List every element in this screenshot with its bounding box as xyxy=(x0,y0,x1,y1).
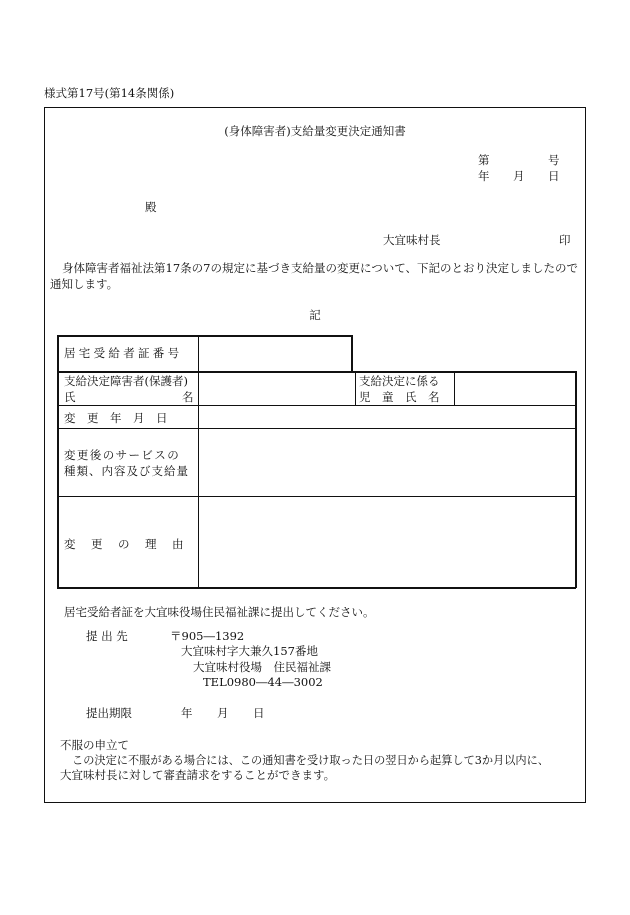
submit-to-label: 提 出 先 xyxy=(86,629,128,643)
submit-address: 大宜味村字大兼久157番地 xyxy=(181,644,318,658)
appeal-line-2: 大宜味村長に対して審査請求をすることができます。 xyxy=(60,768,336,782)
number-suffix: 号 xyxy=(548,153,560,167)
seal-mark: 印 xyxy=(559,233,571,247)
document-title: (身体障害者)支給量変更決定通知書 xyxy=(224,124,406,138)
name-label-left: 氏 xyxy=(64,390,76,404)
postal-code: 〒905―1392 xyxy=(170,629,245,643)
service-label-2: 種類、内容及び支給量 xyxy=(64,464,189,478)
submit-note: 居宅受給者証を大宜味役場住民福祉課に提出してください。 xyxy=(64,605,375,619)
reason-label: 変 更 の 理 由 xyxy=(64,537,186,551)
submit-office: 大宜味村役場 住民福祉課 xyxy=(193,660,331,674)
service-label-1: 変更後のサービスの xyxy=(64,448,181,462)
name-label-right: 名 xyxy=(182,390,194,404)
child-label-top: 支給決定に係る xyxy=(359,374,440,388)
cert-number-label: 居宅受給者証番号 xyxy=(64,346,183,360)
appeal-line-1: この決定に不服がある場合には、この通知書を受け取った日の翌日から起算して3か月以内に、 xyxy=(72,754,549,767)
child-name-label: 児 童 氏 名 xyxy=(359,390,440,404)
form-number: 様式第17号(第14条関係) xyxy=(44,86,175,100)
date-month: 月 xyxy=(513,169,525,183)
number-prefix: 第 xyxy=(478,153,490,167)
deadline-year: 年 xyxy=(181,706,193,720)
ki-label: 記 xyxy=(309,308,321,322)
disabled-person-label: 支給決定障害者(保護者) xyxy=(64,374,188,388)
deadline-day: 日 xyxy=(253,706,265,720)
change-date-label: 変 更 年 月 日 xyxy=(64,411,168,425)
date-year: 年 xyxy=(478,169,490,183)
issuer-name: 大宜味村長 xyxy=(383,233,441,247)
submit-tel: TEL0980―44―3002 xyxy=(203,675,323,689)
addressee-suffix: 殿 xyxy=(145,200,157,214)
deadline-label: 提出期限 xyxy=(86,706,132,720)
deadline-month: 月 xyxy=(217,706,229,720)
date-day: 日 xyxy=(548,169,560,183)
body-text: 身体障害者福祉法第17条の7の規定に基づき支給量の変更について、下記のとおり決定しましたので通知します。 xyxy=(50,261,578,291)
appeal-heading: 不服の申立て xyxy=(60,738,129,752)
